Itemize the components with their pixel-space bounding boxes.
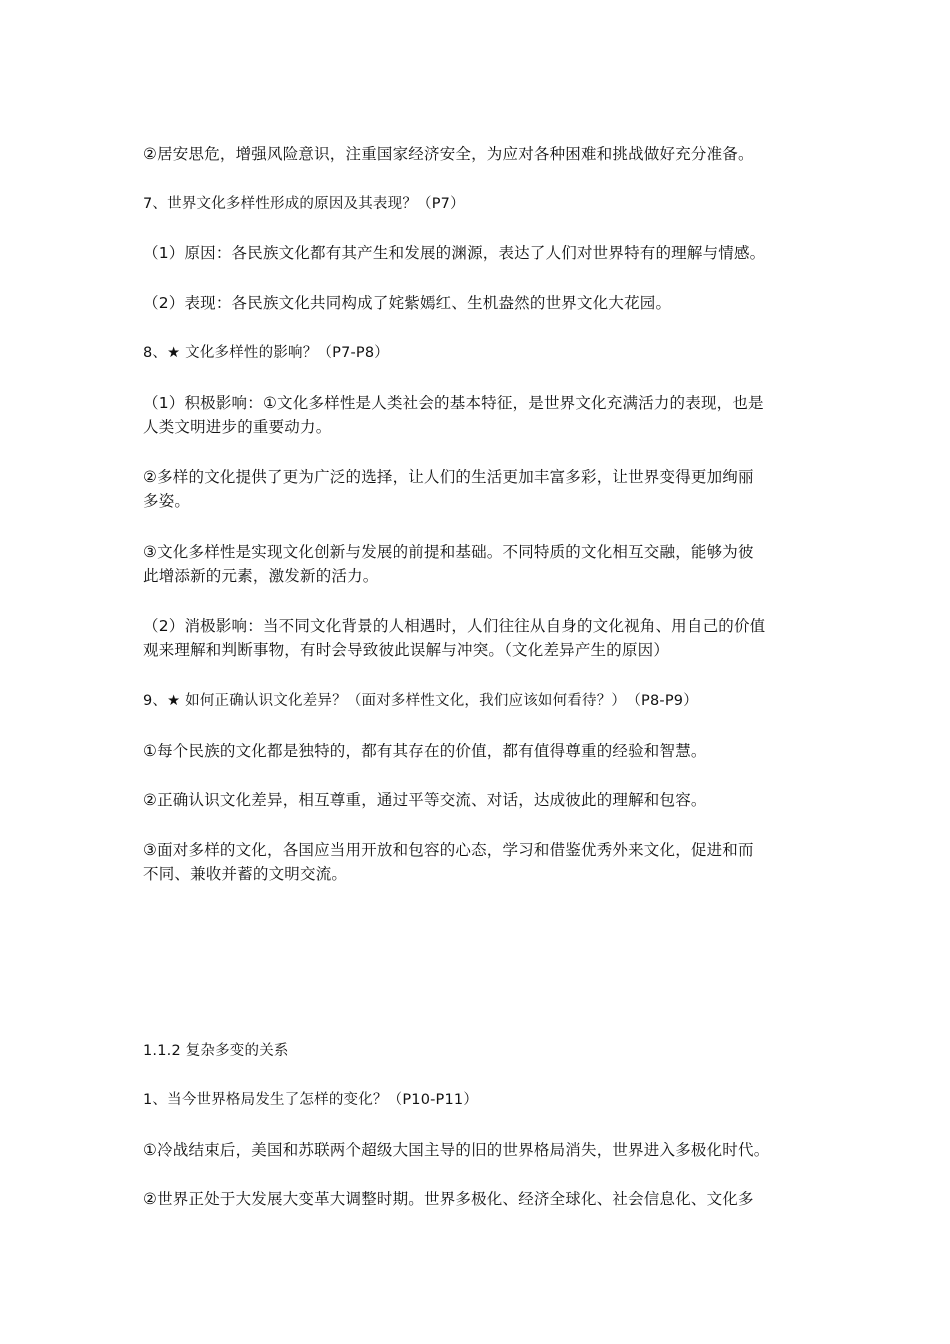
- paragraph-unique-culture: [143, 739, 815, 763]
- text-line: ②世界正处于大发展大变革大调整时期。世界多极化、经济全球化、社会信息化、文化多: [143, 1190, 754, 1208]
- question-1-heading: [143, 1088, 815, 1112]
- text-line: 9、★ 如何正确认识文化差异？（面对多样性文化，我们应该如何看待？） （P8-P9）: [143, 693, 698, 709]
- text-line: 此增添新的元素，激发新的活力。: [143, 567, 379, 585]
- text-line: 人类文明进步的重要动力。: [143, 418, 332, 436]
- question-9-heading: [143, 689, 815, 713]
- text-line: ①每个民族的文化都是独特的，都有其存在的价值，都有值得尊重的经验和智慧。: [143, 742, 707, 760]
- paragraph-positive-impact-3: [143, 540, 815, 588]
- text-line: 1.1.2 复杂多变的关系: [143, 1043, 289, 1059]
- question-8-heading: [143, 341, 815, 365]
- paragraph-mutual-respect: [143, 788, 815, 812]
- section-heading-1-1-2: [143, 1039, 815, 1063]
- text-line: ③面对多样的文化，各国应当用开放和包容的心态，学习和借鉴优秀外来文化，促进和而: [143, 841, 754, 859]
- text-line: （1）积极影响：①文化多样性是人类社会的基本特征，是世界文化充满活力的表现，也是: [143, 394, 764, 412]
- paragraph-manifestation: [143, 291, 815, 315]
- paragraph-openness: [143, 838, 815, 886]
- paragraph-negative-impact: [143, 614, 815, 662]
- text-line: 观来理解和判断事物，有时会导致彼此误解与冲突。（文化差异产生的原因）: [143, 641, 670, 659]
- text-line: 不同、兼收并蓄的文明交流。: [143, 865, 348, 883]
- paragraph-positive-impact-1: [143, 391, 815, 439]
- paragraph-cold-war: [143, 1138, 815, 1162]
- text-line: ②正确认识文化差异，相互尊重，通过平等交流、对话，达成彼此的理解和包容。: [143, 791, 707, 809]
- text-line: 8、★ 文化多样性的影响？（P7-P8）: [143, 345, 390, 361]
- question-7-heading: [143, 192, 815, 216]
- text-line: （2）表现：各民族文化共同构成了姹紫嫣红、生机盎然的世界文化大花园。: [143, 294, 672, 312]
- text-line: ②居安思危，增强风险意识，注重国家经济安全，为应对各种困难和挑战做好充分准备。: [143, 145, 754, 163]
- paragraph-cause: [143, 241, 815, 265]
- text-line: ③文化多样性是实现文化创新与发展的前提和基础。不同特质的文化相互交融，能够为彼: [143, 543, 754, 561]
- text-line: ②多样的文化提供了更为广泛的选择，让人们的生活更加丰富多彩，让世界变得更加绚丽: [143, 468, 754, 486]
- text-line: 7、世界文化多样性形成的原因及其表现？（P7）: [143, 196, 465, 212]
- text-line: （2）消极影响：当不同文化背景的人相遇时，人们往往从自身的文化视角、用自己的价值: [143, 617, 766, 635]
- text-line: ①冷战结束后，美国和苏联两个超级大国主导的旧的世界格局消失，世界进入多极化时代。: [143, 1141, 770, 1159]
- text-line: 1、当今世界格局发生了怎样的变化？（P10-P11）: [143, 1092, 479, 1108]
- text-line: （1）原因：各民族文化都有其产生和发展的渊源，表达了人们对世界特有的理解与情感。: [143, 244, 766, 262]
- text-line: 多姿。: [143, 492, 191, 510]
- paragraph-great-changes: [143, 1187, 815, 1211]
- paragraph-positive-impact-2: [143, 465, 815, 513]
- paragraph-economic-security: [143, 142, 815, 166]
